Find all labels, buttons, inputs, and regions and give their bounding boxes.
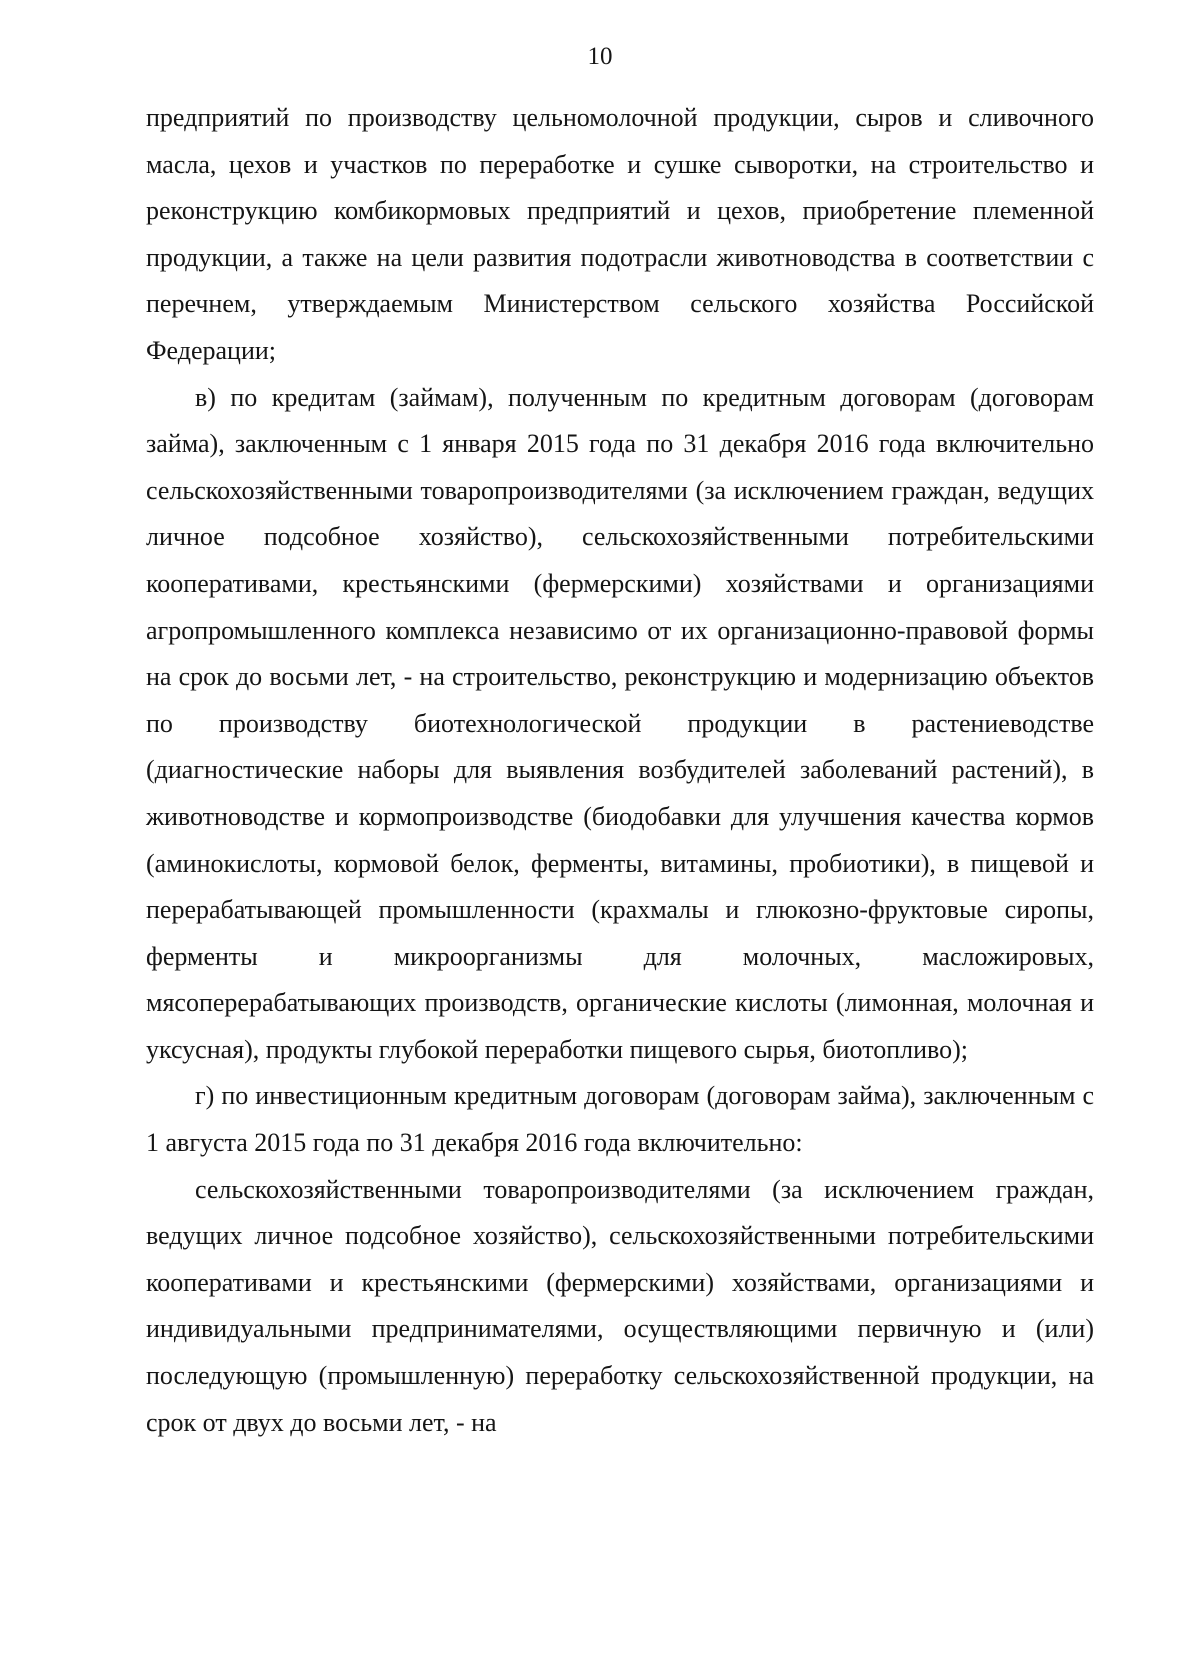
document-body xyxy=(146,95,1094,1446)
paragraph-item-v: в) по кредитам (займам), полученным по кредитным договорам (договорам займа), заключенным с 1 января 2015 года по 31 декабря 2016 года включительно сельскохозяйственными товаропроизводителями (за исключением граждан, ведущих личное подсобное хозяйство), сельскохозяйственными потребительскими кооперативами, крестьянскими (фермерскими) хозяйствами и организациями агропромышленного комплекса независимо от их организационно-правовой формы на срок до восьми лет, - на строительство, реконструкцию и модернизацию объектов по производству биотехнологической продукции в растениеводстве (диагностические наборы для выявления возбудителей заболеваний растений), в животноводстве и кормопроизводстве (биодобавки для улучшения качества кормов (аминокислоты, кормовой белок, ферменты, витамины, пробиотики), в пищевой и перерабатывающей промышленности (крахмалы и глюкозно-фруктовые сиропы, ферменты и микроорганизмы для молочных, масложировых, мясоперерабатывающих производств, органические кислоты (лимонная, молочная и уксусная), продукты глубокой переработки пищевого сырья, биотопливо); xyxy=(146,382,1094,1064)
paragraph-borrowers: сельскохозяйственными товаропроизводителями (за исключением граждан, ведущих личное подсобное хозяйство), сельскохозяйственными потребительскими кооперативами и крестьянскими (фермерскими) хозяйствами, организациями и индивидуальными предпринимателями, осуществляющими первичную и (или) последующую (промышленную) переработку сельскохозяйственной продукции, на срок от двух до восьми лет, - на xyxy=(146,1174,1094,1437)
paragraph-continuation: предприятий по производству цельномолочной продукции, сыров и сливочного масла, цехов и участков по переработке и сушке сыворотки, на строительство и реконструкцию комбикормовых предприятий и цехов, приобретение племенной продукции, а также на цели развития подотрасли животноводства в соответствии с перечнем, утверждаемым Министерством сельского хозяйства Российской Федерации; xyxy=(146,103,1094,365)
page-number: 10 xyxy=(587,43,613,70)
paragraph-item-g: г) по инвестиционным кредитным договорам (договорам займа), заключенным с 1 августа 2015 года по 31 декабря 2016 года включительно: xyxy=(146,1081,1094,1158)
